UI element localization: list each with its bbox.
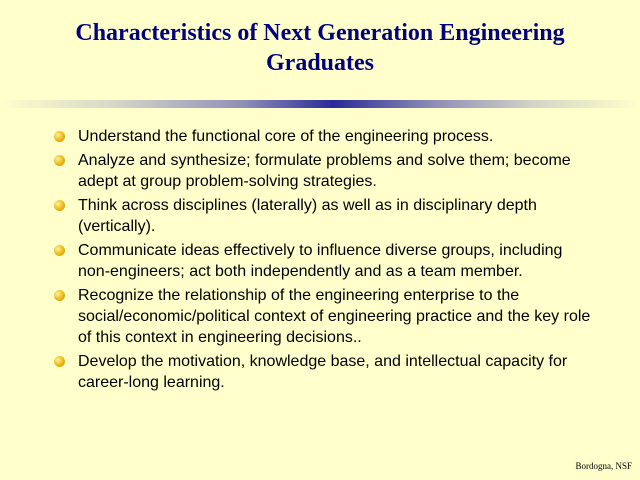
bullet-item <box>52 126 592 147</box>
bullet-text: Recognize the relationship of the engineering enterprise to the social/economic/political context of engineering practice and the key role of this context in engineering decisions.. <box>78 287 591 346</box>
bullet-dot-icon <box>54 200 65 211</box>
bullet-text: Analyze and synthesize; formulate problems and solve them; become adept at group problem-solving strategies. <box>78 152 571 190</box>
bullet-item <box>52 240 592 282</box>
title-divider <box>0 100 640 108</box>
bullet-text: Think across disciplines (laterally) as well as in disciplinary depth (vertically). <box>78 197 537 235</box>
bullet-list <box>52 126 592 396</box>
bullet-dot-icon <box>54 131 65 142</box>
bullet-item <box>52 285 592 348</box>
bullet-dot-icon <box>54 290 65 301</box>
bullet-item <box>52 150 592 192</box>
bullet-text: Understand the functional core of the engineering process. <box>78 128 494 145</box>
bullet-item <box>52 351 592 393</box>
bullet-dot-icon <box>54 245 65 256</box>
bullet-item <box>52 195 592 237</box>
bullet-text: Communicate ideas effectively to influence diverse groups, including non-engineers; act both independently and as a team member. <box>78 242 563 280</box>
bullet-text: Develop the motivation, knowledge base, and intellectual capacity for career-long learning. <box>78 353 568 391</box>
bullet-dot-icon <box>54 155 65 166</box>
slide-credit: Bordogna, NSF <box>575 461 632 471</box>
bullet-dot-icon <box>54 356 65 367</box>
slide-title: Characteristics of Next Generation Engineering Graduates <box>75 20 565 76</box>
